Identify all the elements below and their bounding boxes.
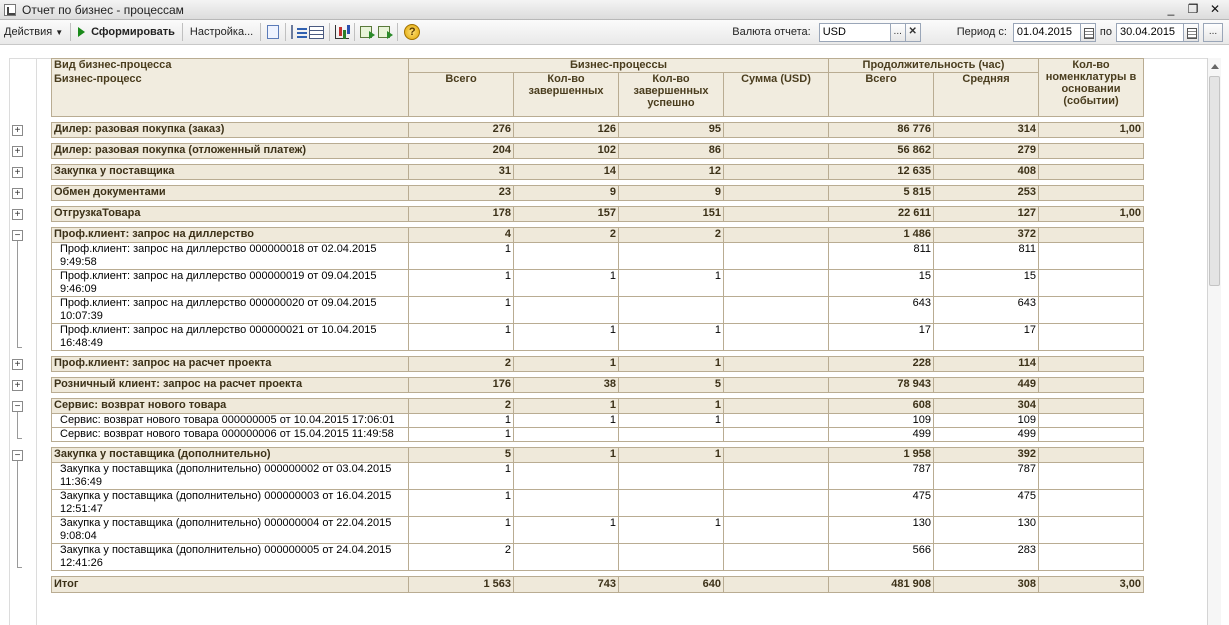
total-cell: 2 <box>409 544 514 571</box>
total-cell: 1 <box>409 243 514 270</box>
duration-total-cell: 228 <box>829 357 934 372</box>
completed-cell: 1 <box>514 324 619 351</box>
tree-icon[interactable] <box>291 25 305 39</box>
nomenclature-cell: 1,00 <box>1039 207 1144 222</box>
date-to-field[interactable]: 30.04.2015 <box>1116 23 1184 42</box>
process-name: Проф.клиент: запрос на диллерство 000000020 от 09.04.2015 10:07:39 <box>52 297 409 324</box>
nomenclature-cell <box>1039 243 1144 270</box>
sum-cell <box>724 123 829 138</box>
group-row[interactable] <box>52 123 1144 138</box>
duration-total-cell: 566 <box>829 544 934 571</box>
toolbar-separator <box>260 23 261 41</box>
process-name: Розничный клиент: запрос на расчет проекта <box>52 378 409 393</box>
completed-cell: 14 <box>514 165 619 180</box>
duration-average-cell: 279 <box>934 144 1039 159</box>
success-cell: 12 <box>619 165 724 180</box>
completed-cell <box>514 297 619 324</box>
total-cell: 1 <box>409 463 514 490</box>
nomenclature-cell <box>1039 270 1144 297</box>
completed-cell: 743 <box>514 577 619 593</box>
nomenclature-cell <box>1039 428 1144 442</box>
nomenclature-cell <box>1039 297 1144 324</box>
collapse-all-icon[interactable] <box>377 25 393 39</box>
window-controls <box>1163 2 1223 17</box>
completed-cell: 1 <box>514 517 619 544</box>
duration-total-cell: 86 776 <box>829 123 934 138</box>
process-name: Проф.клиент: запрос на диллерство <box>52 228 409 243</box>
restore-icon[interactable]: ❐ <box>1187 2 1199 16</box>
col-header-business-processes: Бизнес-процессы <box>409 59 829 73</box>
grid-icon[interactable] <box>309 26 324 39</box>
success-cell: 5 <box>619 378 724 393</box>
duration-total-cell: 15 <box>829 270 934 297</box>
success-cell <box>619 544 724 571</box>
run-report-label: Сформировать <box>91 26 175 38</box>
report-area <box>0 46 1229 625</box>
currency-field[interactable]: USD <box>819 23 891 42</box>
date-from-field[interactable]: 01.04.2015 <box>1013 23 1081 42</box>
nomenclature-cell <box>1039 544 1144 571</box>
completed-cell: 157 <box>514 207 619 222</box>
success-cell: 640 <box>619 577 724 593</box>
expand-icon[interactable]: + <box>12 188 23 199</box>
report-body <box>52 117 1144 593</box>
window-titlebar <box>0 0 1229 20</box>
sum-cell <box>724 490 829 517</box>
col-header-success: Кол-во завершенных успешно <box>619 73 724 117</box>
process-name: Дилер: разовая покупка (заказ) <box>52 123 409 138</box>
toolbar <box>0 20 1229 45</box>
col-header-sum: Сумма (USD) <box>724 73 829 117</box>
vertical-scrollbar[interactable] <box>1207 58 1221 625</box>
group-row[interactable] <box>52 228 1144 243</box>
chart-icon[interactable] <box>335 25 349 39</box>
nomenclature-cell: 1,00 <box>1039 123 1144 138</box>
calendar-icon[interactable] <box>1081 23 1096 42</box>
completed-cell <box>514 490 619 517</box>
duration-average-cell: 130 <box>934 517 1039 544</box>
completed-cell: 1 <box>514 270 619 297</box>
completed-cell: 126 <box>514 123 619 138</box>
detail-row[interactable] <box>52 243 1144 270</box>
app-icon <box>4 4 16 16</box>
duration-total-cell: 1 958 <box>829 448 934 463</box>
collapse-icon[interactable]: − <box>12 401 23 412</box>
duration-average-cell: 787 <box>934 463 1039 490</box>
total-cell: 2 <box>409 357 514 372</box>
total-cell: 1 <box>409 490 514 517</box>
nomenclature-cell <box>1039 165 1144 180</box>
group-row[interactable] <box>52 165 1144 180</box>
sum-cell <box>724 414 829 428</box>
toolbar-separator <box>182 23 183 41</box>
detail-row[interactable] <box>52 517 1144 544</box>
sum-cell <box>724 357 829 372</box>
duration-average-cell: 253 <box>934 186 1039 201</box>
total-row[interactable] <box>52 577 1144 593</box>
sum-cell <box>724 324 829 351</box>
success-cell: 9 <box>619 186 724 201</box>
completed-cell: 1 <box>514 399 619 414</box>
duration-total-cell: 22 611 <box>829 207 934 222</box>
run-report-button[interactable] <box>74 22 179 43</box>
sum-cell <box>724 463 829 490</box>
detail-row[interactable] <box>52 414 1144 428</box>
sum-cell <box>724 544 829 571</box>
total-cell: 176 <box>409 378 514 393</box>
nomenclature-cell <box>1039 186 1144 201</box>
duration-average-cell: 408 <box>934 165 1039 180</box>
header-row-1 <box>52 59 1144 73</box>
calendar-icon[interactable] <box>1184 23 1199 42</box>
success-cell <box>619 490 724 517</box>
nomenclature-cell <box>1039 378 1144 393</box>
process-name: Закупка у поставщика (дополнительно) 000000004 от 22.04.2015 9:08:04 <box>52 517 409 544</box>
success-cell: 1 <box>619 357 724 372</box>
detail-row[interactable] <box>52 544 1144 571</box>
nomenclature-cell <box>1039 144 1144 159</box>
duration-average-cell: 314 <box>934 123 1039 138</box>
tree-branch-line <box>17 241 18 348</box>
duration-total-cell: 78 943 <box>829 378 934 393</box>
minimize-icon[interactable]: _ <box>1167 2 1175 16</box>
chevron-down-icon: ▼ <box>55 27 64 37</box>
total-cell: 204 <box>409 144 514 159</box>
nomenclature-cell <box>1039 228 1144 243</box>
total-cell: 1 <box>409 270 514 297</box>
total-cell: 31 <box>409 165 514 180</box>
group-row[interactable] <box>52 357 1144 372</box>
duration-total-cell: 475 <box>829 490 934 517</box>
toolbar-separator <box>329 23 330 41</box>
nomenclature-cell <box>1039 448 1144 463</box>
duration-total-cell: 130 <box>829 517 934 544</box>
currency-label: Валюта отчета: <box>732 26 811 38</box>
col-header-row-title: Бизнес-процесс <box>52 73 409 117</box>
sum-cell <box>724 165 829 180</box>
process-name: Закупка у поставщика (дополнительно) 000000005 от 24.04.2015 12:41:26 <box>52 544 409 571</box>
expand-icon[interactable]: + <box>12 209 23 220</box>
success-cell: 86 <box>619 144 724 159</box>
process-name: Итог <box>52 577 409 593</box>
detail-row[interactable] <box>52 428 1144 442</box>
success-cell: 1 <box>619 414 724 428</box>
process-name: Сервис: возврат нового товара <box>52 399 409 414</box>
success-cell <box>619 243 724 270</box>
nomenclature-cell <box>1039 399 1144 414</box>
expand-all-icon[interactable] <box>359 25 375 39</box>
nomenclature-cell <box>1039 463 1144 490</box>
sum-cell <box>724 428 829 442</box>
outline-column <box>9 58 37 625</box>
total-cell: 1 <box>409 517 514 544</box>
tree-branch-line <box>17 461 18 568</box>
duration-total-cell: 109 <box>829 414 934 428</box>
duration-total-cell: 608 <box>829 399 934 414</box>
process-name: Проф.клиент: запрос на расчет проекта <box>52 357 409 372</box>
group-row[interactable] <box>52 378 1144 393</box>
duration-average-cell: 372 <box>934 228 1039 243</box>
duration-average-cell: 811 <box>934 243 1039 270</box>
sum-cell <box>724 517 829 544</box>
toolbar-separator <box>70 23 71 41</box>
total-cell: 23 <box>409 186 514 201</box>
process-name: Сервис: возврат нового товара 000000006 от 15.04.2015 11:49:58 <box>52 428 409 442</box>
nomenclature-cell <box>1039 490 1144 517</box>
duration-total-cell: 56 862 <box>829 144 934 159</box>
duration-average-cell: 17 <box>934 324 1039 351</box>
report-table <box>51 58 1144 593</box>
total-cell: 4 <box>409 228 514 243</box>
toolbar-separator <box>285 23 286 41</box>
duration-average-cell: 127 <box>934 207 1039 222</box>
sum-cell <box>724 448 829 463</box>
sum-cell <box>724 577 829 593</box>
duration-total-cell: 17 <box>829 324 934 351</box>
success-cell: 151 <box>619 207 724 222</box>
sum-cell <box>724 228 829 243</box>
sum-cell <box>724 243 829 270</box>
detail-row[interactable] <box>52 490 1144 517</box>
detail-row[interactable] <box>52 297 1144 324</box>
completed-cell <box>514 544 619 571</box>
duration-average-cell: 308 <box>934 577 1039 593</box>
total-cell: 1 <box>409 324 514 351</box>
toolbar-separator <box>397 23 398 41</box>
currency-select-button[interactable]: ... <box>891 23 906 42</box>
duration-average-cell: 109 <box>934 414 1039 428</box>
scroll-up-icon[interactable] <box>1211 64 1219 69</box>
duration-average-cell: 475 <box>934 490 1039 517</box>
duration-average-cell: 643 <box>934 297 1039 324</box>
detail-row[interactable] <box>52 324 1144 351</box>
completed-cell: 1 <box>514 414 619 428</box>
nomenclature-cell <box>1039 517 1144 544</box>
period-to-label: по <box>1099 26 1112 38</box>
nomenclature-cell <box>1039 414 1144 428</box>
success-cell: 1 <box>619 324 724 351</box>
duration-average-cell: 283 <box>934 544 1039 571</box>
col-header-total: Всего <box>409 73 514 117</box>
success-cell: 1 <box>619 270 724 297</box>
nomenclature-cell: 3,00 <box>1039 577 1144 593</box>
expand-icon[interactable]: + <box>12 359 23 370</box>
total-cell: 1 563 <box>409 577 514 593</box>
duration-total-cell: 643 <box>829 297 934 324</box>
sum-cell <box>724 144 829 159</box>
col-header-duration: Продолжительность (час) <box>829 59 1039 73</box>
help-icon[interactable]: ? <box>404 24 420 40</box>
total-cell: 5 <box>409 448 514 463</box>
group-row[interactable] <box>52 186 1144 201</box>
expand-icon[interactable]: + <box>12 167 23 178</box>
process-name: Обмен документами <box>52 186 409 201</box>
period-label: Период с: <box>956 26 1007 38</box>
duration-average-cell: 499 <box>934 428 1039 442</box>
completed-cell: 38 <box>514 378 619 393</box>
duration-total-cell: 499 <box>829 428 934 442</box>
doc-icon[interactable] <box>267 25 279 39</box>
completed-cell: 1 <box>514 357 619 372</box>
success-cell: 2 <box>619 228 724 243</box>
nomenclature-cell <box>1039 324 1144 351</box>
process-name: Проф.клиент: запрос на диллерство 000000019 от 09.04.2015 9:46:09 <box>52 270 409 297</box>
total-cell: 178 <box>409 207 514 222</box>
duration-total-cell: 12 635 <box>829 165 934 180</box>
group-row[interactable] <box>52 207 1144 222</box>
sum-cell <box>724 378 829 393</box>
play-icon <box>78 27 85 37</box>
sum-cell <box>724 270 829 297</box>
period-select-button[interactable]: ... <box>1203 23 1223 42</box>
completed-cell: 9 <box>514 186 619 201</box>
clear-icon[interactable]: ✕ <box>906 23 921 42</box>
success-cell: 95 <box>619 123 724 138</box>
sum-cell <box>724 207 829 222</box>
total-cell: 276 <box>409 123 514 138</box>
group-row[interactable] <box>52 144 1144 159</box>
sum-cell <box>724 297 829 324</box>
process-name: Закупка у поставщика <box>52 165 409 180</box>
close-icon[interactable]: ✕ <box>1209 2 1221 16</box>
col-header-duration-average: Средняя <box>934 73 1039 117</box>
detail-row[interactable] <box>52 270 1144 297</box>
process-name: Дилер: разовая покупка (отложенный платеж) <box>52 144 409 159</box>
actions-menu[interactable] <box>0 22 67 43</box>
completed-cell: 1 <box>514 448 619 463</box>
collapse-icon[interactable]: − <box>12 450 23 461</box>
header-row-2 <box>52 73 1144 117</box>
expand-icon[interactable]: + <box>12 146 23 157</box>
expand-icon[interactable]: + <box>12 125 23 136</box>
window-title: Отчет по бизнес - процессам <box>22 2 184 17</box>
settings-button[interactable]: Настройка... <box>189 26 254 38</box>
total-cell: 1 <box>409 428 514 442</box>
total-cell: 1 <box>409 414 514 428</box>
duration-total-cell: 811 <box>829 243 934 270</box>
col-header-duration-total: Всего <box>829 73 934 117</box>
sum-cell <box>724 399 829 414</box>
process-name: Сервис: возврат нового товара 000000005 от 10.04.2015 17:06:01 <box>52 414 409 428</box>
completed-cell: 102 <box>514 144 619 159</box>
success-cell <box>619 297 724 324</box>
completed-cell <box>514 463 619 490</box>
completed-cell <box>514 428 619 442</box>
duration-average-cell: 114 <box>934 357 1039 372</box>
col-header-group-title: Вид бизнес-процесса <box>52 59 409 73</box>
col-header-nomenclature: Кол-во номенклатуры в основании (событии) <box>1039 59 1144 117</box>
nomenclature-cell <box>1039 357 1144 372</box>
detail-row[interactable] <box>52 463 1144 490</box>
group-row[interactable] <box>52 448 1144 463</box>
duration-total-cell: 481 908 <box>829 577 934 593</box>
col-header-completed: Кол-во завершенных <box>514 73 619 117</box>
process-name: Закупка у поставщика (дополнительно) 000000002 от 03.04.2015 11:36:49 <box>52 463 409 490</box>
tree-branch-line <box>17 412 18 439</box>
success-cell: 1 <box>619 448 724 463</box>
sum-cell <box>724 186 829 201</box>
completed-cell: 2 <box>514 228 619 243</box>
total-cell: 2 <box>409 399 514 414</box>
toolbar-separator <box>354 23 355 41</box>
process-name: ОтгрузкаТовара <box>52 207 409 222</box>
process-name: Закупка у поставщика (дополнительно) 000000003 от 16.04.2015 12:51:47 <box>52 490 409 517</box>
scroll-thumb[interactable] <box>1209 76 1220 286</box>
duration-total-cell: 787 <box>829 463 934 490</box>
duration-average-cell: 15 <box>934 270 1039 297</box>
success-cell <box>619 463 724 490</box>
completed-cell <box>514 243 619 270</box>
duration-total-cell: 1 486 <box>829 228 934 243</box>
expand-icon[interactable]: + <box>12 380 23 391</box>
success-cell: 1 <box>619 517 724 544</box>
process-name: Проф.клиент: запрос на диллерство 000000018 от 02.04.2015 9:49:58 <box>52 243 409 270</box>
process-name: Проф.клиент: запрос на диллерство 000000021 от 10.04.2015 16:48:49 <box>52 324 409 351</box>
group-row[interactable] <box>52 399 1144 414</box>
total-cell: 1 <box>409 297 514 324</box>
collapse-icon[interactable]: − <box>12 230 23 241</box>
duration-average-cell: 304 <box>934 399 1039 414</box>
duration-total-cell: 5 815 <box>829 186 934 201</box>
success-cell <box>619 428 724 442</box>
duration-average-cell: 392 <box>934 448 1039 463</box>
actions-menu-label: Действия <box>4 26 53 38</box>
duration-average-cell: 449 <box>934 378 1039 393</box>
process-name: Закупка у поставщика (дополнительно) <box>52 448 409 463</box>
success-cell: 1 <box>619 399 724 414</box>
